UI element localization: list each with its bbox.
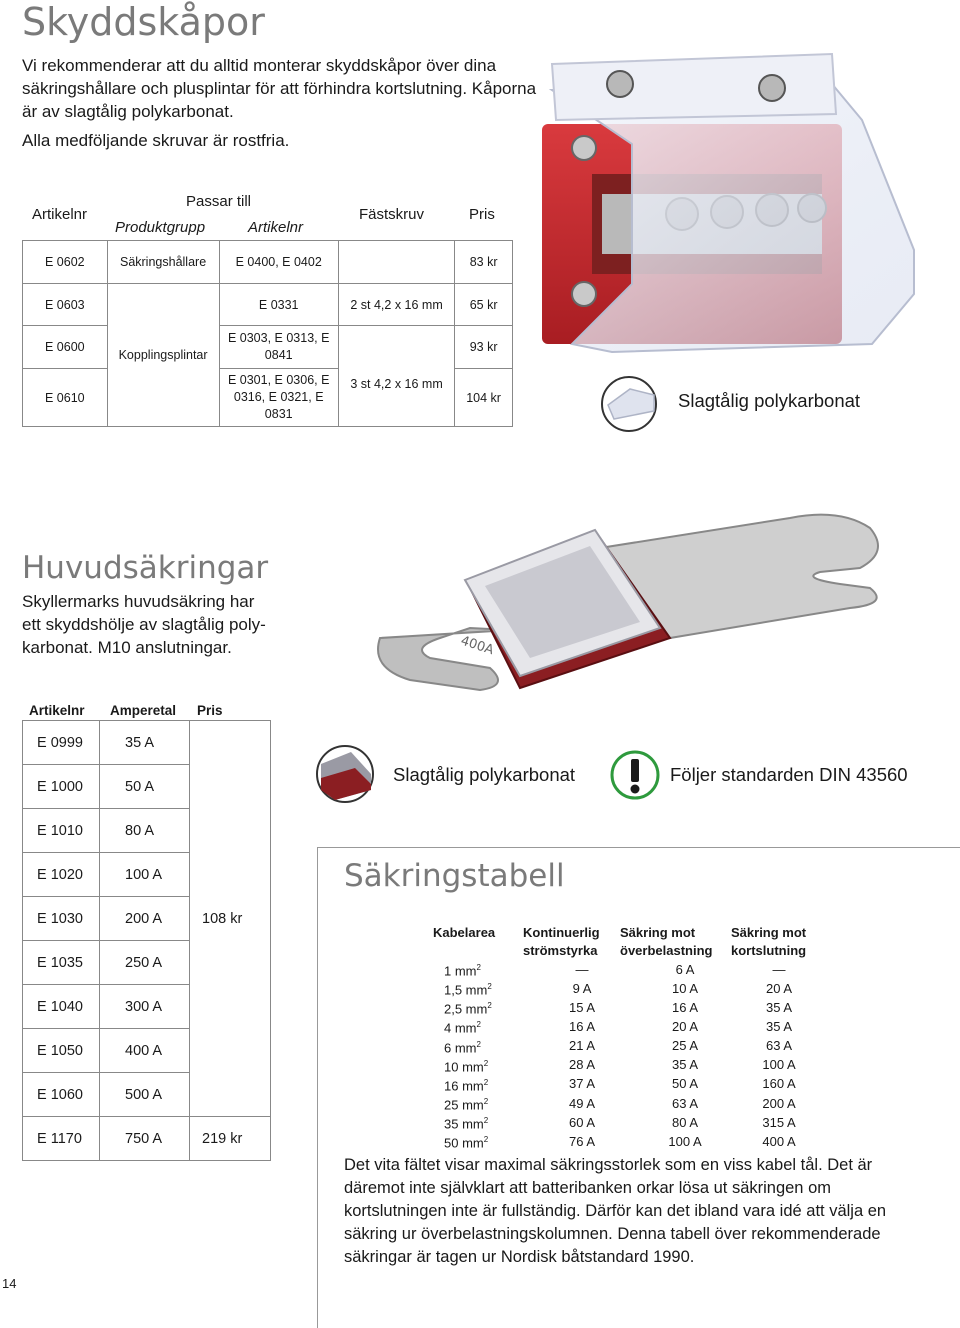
cell-amp: 250 A: [100, 941, 190, 985]
superscript-2: 2: [483, 1135, 489, 1145]
main-fuses-table: [22, 720, 271, 1161]
cell-kortslutning: [740, 979, 818, 998]
superscript-2: 2: [487, 1001, 492, 1011]
cell-kortslutning: [740, 998, 818, 1017]
fuse-header-pris: Pris: [197, 703, 223, 718]
sk-header-overbelastning: [620, 924, 712, 960]
table-row: [23, 284, 513, 326]
cell-artikelnr: E 0602: [23, 241, 108, 284]
cell-kontinuerlig-text: 28 A: [568, 1057, 596, 1073]
table-row: [444, 1037, 818, 1056]
sk-header-over-line2: överbelastning: [620, 943, 713, 958]
cell-overbelastning: [630, 979, 740, 998]
cell-kortslutning-text: 35 A: [765, 999, 793, 1015]
cell-amp: 400 A: [100, 1029, 190, 1073]
table-row: [444, 979, 818, 998]
cell-kabelarea: [444, 1075, 534, 1094]
cell-kabelarea: [444, 979, 534, 998]
fuse-marking: 400A: [458, 633, 496, 659]
sk-header-kort-line2: kortslutning: [731, 943, 807, 958]
cell-kontinuerlig: [534, 1113, 630, 1132]
superscript-2: 2: [476, 1039, 481, 1049]
cell-kontinuerlig: [534, 979, 630, 998]
cell-kabelarea-text: 50 mm: [444, 1135, 484, 1151]
table-row: [444, 1132, 818, 1151]
cov-header-artikelnr-sub: Artikelnr: [248, 219, 304, 236]
cell-amp: 500 A: [100, 1073, 190, 1117]
superscript-2: 2: [476, 963, 481, 972]
cell-overbelastning-text: 35 A: [671, 1057, 699, 1073]
table-row: [23, 721, 271, 765]
cell-kabelarea: [444, 1017, 534, 1036]
table-row: [444, 1075, 818, 1094]
cell-kabelarea-text: 4 mm: [444, 1020, 477, 1036]
cell-artikelnr: E 1030: [23, 897, 100, 941]
table-row: [444, 960, 818, 979]
cell-kabelarea-text: 2,5 mm: [444, 1001, 488, 1017]
main-fuses-intro: Skyllermarks huvudsäkring har ett skyddshölje av slagtålig poly-karbonat. M10 anslutningar.: [22, 592, 266, 657]
cell-kontinuerlig: [534, 1094, 630, 1113]
cell-kabelarea-text: 16 mm: [444, 1078, 484, 1094]
cell-pris: 65 kr: [455, 284, 513, 326]
cell-skruv-merged: 3 st 4,2 x 16 mm: [338, 326, 454, 427]
superscript-2: 2: [487, 982, 492, 992]
cell-kabelarea-text: 10 mm: [444, 1058, 484, 1074]
cell-kortslutning-text: 160 A: [762, 1076, 796, 1092]
cell-pris: 104 kr: [455, 369, 513, 427]
cell-amp: 750 A: [100, 1117, 190, 1161]
table-row: [444, 1056, 818, 1075]
cell-amp: 200 A: [100, 897, 190, 941]
cell-artikelnr: E 1040: [23, 985, 100, 1029]
cell-overbelastning-text: 50 A: [671, 1076, 699, 1092]
cell-amp: 35 A: [100, 721, 190, 765]
cell-kontinuerlig-text: 9 A: [572, 980, 592, 996]
section-title-main-fuses: Huvudsäkringar: [22, 550, 269, 586]
fuse-size-table: [444, 960, 818, 1151]
cell-passar: E 0301, E 0306, E 0316, E 0321, E 0831: [219, 369, 338, 427]
cell-kortslutning-text: 63 A: [765, 1038, 793, 1054]
cell-kabelarea-text: 25 mm: [444, 1097, 484, 1113]
superscript-2: 2: [483, 1077, 489, 1087]
cell-artikelnr: E 0600: [23, 326, 108, 369]
cell-kontinuerlig-text: 60 A: [568, 1114, 596, 1130]
cell-artikelnr: E 1035: [23, 941, 100, 985]
cell-overbelastning: [630, 998, 740, 1017]
cell-overbelastning: [630, 1132, 740, 1151]
section-title-covers: Skyddskåpor: [22, 0, 265, 44]
cell-kortslutning: [740, 960, 818, 979]
sk-header-kontinuerlig: [523, 924, 600, 960]
section-title-fuse-table: Säkringstabell: [344, 858, 565, 894]
cell-kortslutning-text: 200 A: [762, 1095, 796, 1111]
sk-header-kont-line2: strömstyrka: [523, 943, 598, 958]
cell-overbelastning: [630, 1075, 740, 1094]
cell-artikelnr: E 1170: [23, 1117, 100, 1161]
cov-header-passar-till: Passar till: [186, 193, 252, 210]
cell-kabelarea: [444, 1037, 534, 1056]
cell-produktgrupp-merged: Kopplingsplintar: [107, 284, 219, 427]
fuse-feature1-label: Slagtålig polykarbonat: [393, 764, 576, 785]
cell-kortslutning: [740, 1094, 818, 1113]
cell-kontinuerlig-text: 15 A: [568, 999, 596, 1015]
cell-passar: E 0331: [219, 284, 338, 326]
cell-kabelarea: [444, 998, 534, 1017]
cell-passar: E 0400, E 0402: [219, 241, 338, 284]
cell-overbelastning: [630, 960, 740, 979]
cell-artikelnr: E 0610: [23, 369, 108, 427]
cell-kontinuerlig: [534, 1017, 630, 1036]
cell-kortslutning: [740, 1113, 818, 1132]
table-row: [23, 326, 513, 369]
cell-kabelarea-text: 6 mm: [444, 1039, 477, 1055]
cov-header-fastskruv: Fästskruv: [359, 206, 425, 223]
sk-header-kort-line1: Säkring mot: [731, 925, 807, 940]
cell-overbelastning-text: 16 A: [671, 999, 699, 1015]
fuse-size-table-body: [444, 960, 818, 1151]
cell-overbelastning-text: 25 A: [671, 1038, 699, 1054]
cell-skruv: 2 st 4,2 x 16 mm: [338, 284, 454, 326]
page-number: 14: [2, 1276, 17, 1291]
fuse-header-amperetal: Amperetal: [110, 703, 177, 718]
cell-kortslutning-text: 100 A: [762, 1057, 796, 1073]
table-row: [444, 998, 818, 1017]
main-fuse-image: [370, 508, 960, 698]
cell-overbelastning: [630, 1017, 740, 1036]
cell-amp: 300 A: [100, 985, 190, 1029]
cell-pris: 83 kr: [455, 241, 513, 284]
cell-kortslutning-text: —: [772, 961, 786, 977]
superscript-2: 2: [483, 1058, 489, 1068]
warning-icon: [610, 750, 660, 800]
cell-kortslutning: [740, 1132, 818, 1151]
covers-intro: [22, 54, 542, 152]
cell-kortslutning: [740, 1075, 818, 1094]
cell-kabelarea: [444, 1094, 534, 1113]
cell-kabelarea-text: 1 mm: [444, 963, 477, 979]
cell-kontinuerlig: [534, 1056, 630, 1075]
cell-artikelnr: E 0999: [23, 721, 100, 765]
cell-pris: 93 kr: [455, 326, 513, 369]
cell-artikelnr: E 1010: [23, 809, 100, 853]
cell-kabelarea-text: 1,5 mm: [444, 982, 488, 998]
cell-kontinuerlig-text: 49 A: [568, 1095, 596, 1111]
sk-header-kortslutning: [731, 924, 806, 960]
cell-kortslutning-text: 315 A: [762, 1114, 796, 1130]
cell-kabelarea: [444, 960, 534, 979]
cov-header-artikelnr: Artikelnr: [32, 206, 88, 223]
cell-kabelarea: [444, 1113, 534, 1132]
sk-header-kabelarea: Kabelarea: [433, 925, 496, 940]
fuse-table-note: Det vita fältet visar maximal säkringsstorlek som en viss kabel tål. Det är däremot inte självklart att batteribanken orkar lösa ut säkringen om kortslutningen inte är fullständig. Därför kan det ibland vara idé att välja en säkring ur överbelastningskolumnen. Denna tabell över rekommenderade säkringar är tagen ur Nordisk båtstandard 1990.: [344, 1156, 887, 1266]
cell-overbelastning-text: 20 A: [671, 1019, 699, 1035]
cell-kontinuerlig: [534, 1037, 630, 1056]
cell-overbelastning: [630, 1037, 740, 1056]
cov-header-pris: Pris: [469, 206, 495, 223]
cell-skruv: [338, 241, 454, 284]
sk-header-over-line1: Säkring mot: [620, 925, 696, 940]
cell-kontinuerlig: [534, 1075, 630, 1094]
covers-table: [22, 240, 513, 427]
cell-amp: 80 A: [100, 809, 190, 853]
cov-header-produktgrupp: Produktgrupp: [115, 219, 206, 236]
covers-intro-text: Vi rekommenderar att du alltid monterar skyddskåpor över dina säkringshållare och plusplintar för att förhindra kortslutning. Kåporna är av slagtålig polykarbonat.: [22, 56, 537, 121]
cell-artikelnr: E 0603: [23, 284, 108, 326]
cell-passar: E 0303, E 0313, E 0841: [219, 326, 338, 369]
table-row: [444, 1017, 818, 1036]
cell-overbelastning: [630, 1056, 740, 1075]
cell-produktgrupp: Säkringshållare: [107, 241, 219, 284]
cell-overbelastning-text: 80 A: [671, 1114, 699, 1130]
cell-overbelastning-text: 63 A: [671, 1095, 699, 1111]
superscript-2: 2: [483, 1116, 489, 1125]
cell-overbelastning: [630, 1113, 740, 1132]
cell-kontinuerlig-text: 76 A: [568, 1133, 596, 1149]
cell-kabelarea: [444, 1056, 534, 1075]
fuse-header-artikelnr: Artikelnr: [29, 703, 85, 718]
cell-overbelastning-text: 100 A: [668, 1133, 702, 1149]
cell-amp: 100 A: [100, 853, 190, 897]
cell-artikelnr: E 1060: [23, 1073, 100, 1117]
polycarbonate-icon: [600, 375, 658, 433]
cell-kontinuerlig-text: —: [575, 961, 589, 977]
cell-kontinuerlig-text: 21 A: [568, 1038, 596, 1054]
cell-amp: 50 A: [100, 765, 190, 809]
cell-kortslutning-text: 400 A: [762, 1133, 796, 1149]
cell-kabelarea-text: 35 mm: [444, 1116, 484, 1132]
fuse-feature2-label: Följer standarden DIN 43560: [670, 764, 908, 785]
sk-header-kont-line1: Kontinuerlig: [523, 925, 600, 940]
cell-price-group2: 219 kr: [190, 1117, 271, 1161]
cell-kortslutning: [740, 1056, 818, 1075]
cell-kortslutning: [740, 1037, 818, 1056]
cell-kontinuerlig-text: 16 A: [568, 1019, 596, 1035]
covers-intro-screws: Alla medföljande skruvar är rostfria.: [22, 131, 290, 150]
cell-overbelastning-text: 10 A: [671, 980, 699, 996]
cell-kontinuerlig-text: 37 A: [568, 1076, 596, 1092]
table-row: [23, 1117, 271, 1161]
cell-artikelnr: E 1050: [23, 1029, 100, 1073]
table-row: [444, 1094, 818, 1113]
table-row: [444, 1113, 818, 1132]
cell-kontinuerlig: [534, 1132, 630, 1151]
cell-kontinuerlig: [534, 998, 630, 1017]
cell-artikelnr: E 1000: [23, 765, 100, 809]
table-row: [23, 241, 513, 284]
superscript-2: 2: [483, 1096, 489, 1106]
cell-overbelastning: [630, 1094, 740, 1113]
cell-kontinuerlig: [534, 960, 630, 979]
cell-kortslutning-text: 20 A: [765, 980, 793, 996]
cover-product-image: [532, 44, 916, 364]
polycarbonate-fuse-icon: [315, 744, 375, 804]
cell-kortslutning: [740, 1017, 818, 1036]
cell-kabelarea: [444, 1132, 534, 1151]
cell-overbelastning-text: 6 A: [675, 961, 695, 977]
superscript-2: 2: [476, 1020, 481, 1030]
cell-price-group1: 108 kr: [190, 721, 271, 1117]
cell-artikelnr: E 1020: [23, 853, 100, 897]
cell-kortslutning-text: 35 A: [765, 1019, 793, 1035]
covers-feature-label: Slagtålig polykarbonat: [678, 390, 861, 411]
